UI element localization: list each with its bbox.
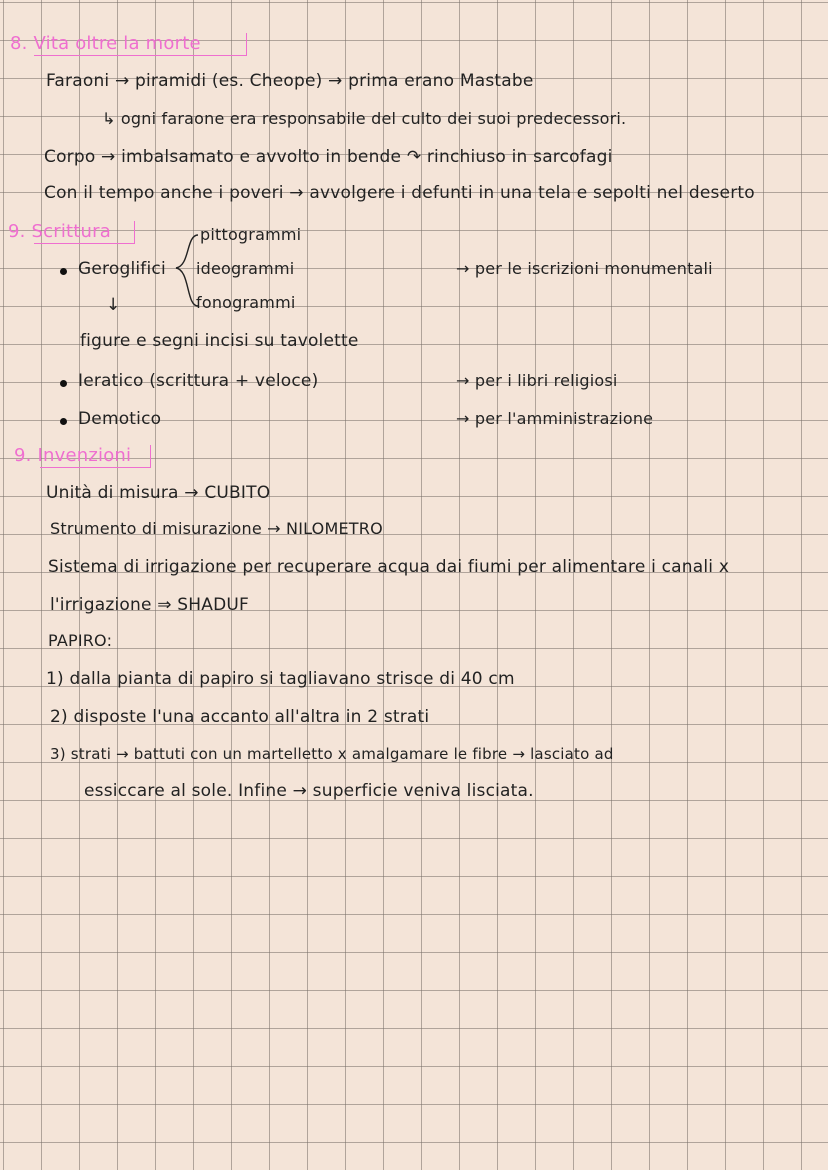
usage-note: → per le iscrizioni monumentali — [456, 259, 713, 278]
list-item-label: Demotico — [78, 409, 162, 429]
list-item-label: Geroglifici — [78, 259, 166, 279]
bullet-icon — [60, 418, 67, 425]
text-line: figure e segni incisi su tavolette — [80, 331, 359, 351]
text-line: Corpo → imbalsamato e avvolto in bende ↷ rinchiuso in sarcofagi — [44, 147, 613, 167]
text-line: ↳ ogni faraone era responsabile del culto dei suoi predecessori. — [102, 109, 627, 128]
usage-note: → per i libri religiosi — [456, 371, 618, 390]
usage-note: → per l'amministrazione — [456, 409, 654, 428]
title-highlight — [34, 221, 135, 244]
papiro-heading: PAPIRO: — [48, 631, 113, 650]
bullet-icon — [60, 268, 67, 275]
step-line: essiccare al sole. Infine → superficie veniva lisciata. — [84, 781, 534, 801]
glyph-type: fonogrammi — [196, 293, 296, 312]
text-line: Sistema di irrigazione per recuperare acqua dai fiumi per alimentare i canali x — [48, 557, 730, 577]
text-line: l'irrigazione ⇒ SHADUF — [50, 595, 249, 615]
bullet-icon — [60, 380, 67, 387]
step-line: 1) dalla pianta di papiro si tagliavano strisce di 40 cm — [46, 669, 515, 689]
section-8-title: 8. Vita oltre la morte — [10, 33, 201, 54]
title-highlight — [40, 445, 151, 468]
text-line: Faraoni → piramidi (es. Cheope) → prima erano Mastabe — [46, 71, 534, 91]
glyph-type: ideogrammi — [196, 259, 295, 278]
text-line: Unità di misura → CUBITO — [46, 483, 271, 503]
section-9-title: 9. Scrittura — [8, 221, 111, 242]
text-line: Con il tempo anche i poveri → avvolgere i defunti in una tela e sepolti nel deserto — [44, 183, 755, 203]
glyph-type: pittogrammi — [200, 225, 302, 244]
title-highlight — [34, 33, 247, 56]
list-item-label: Ieratico (scrittura + veloce) — [78, 371, 319, 391]
down-arrow-icon: ↓ — [106, 295, 121, 315]
step-line: 2) disposte l'una accanto all'altra in 2 strati — [50, 707, 430, 727]
step-line: 3) strati → battuti con un martelletto x amalgamare le fibre → lasciato ad — [50, 745, 614, 763]
text-line: Strumento di misurazione → NILOMETRO — [50, 519, 383, 538]
section-9b-title: 9. Invenzioni — [14, 445, 132, 466]
